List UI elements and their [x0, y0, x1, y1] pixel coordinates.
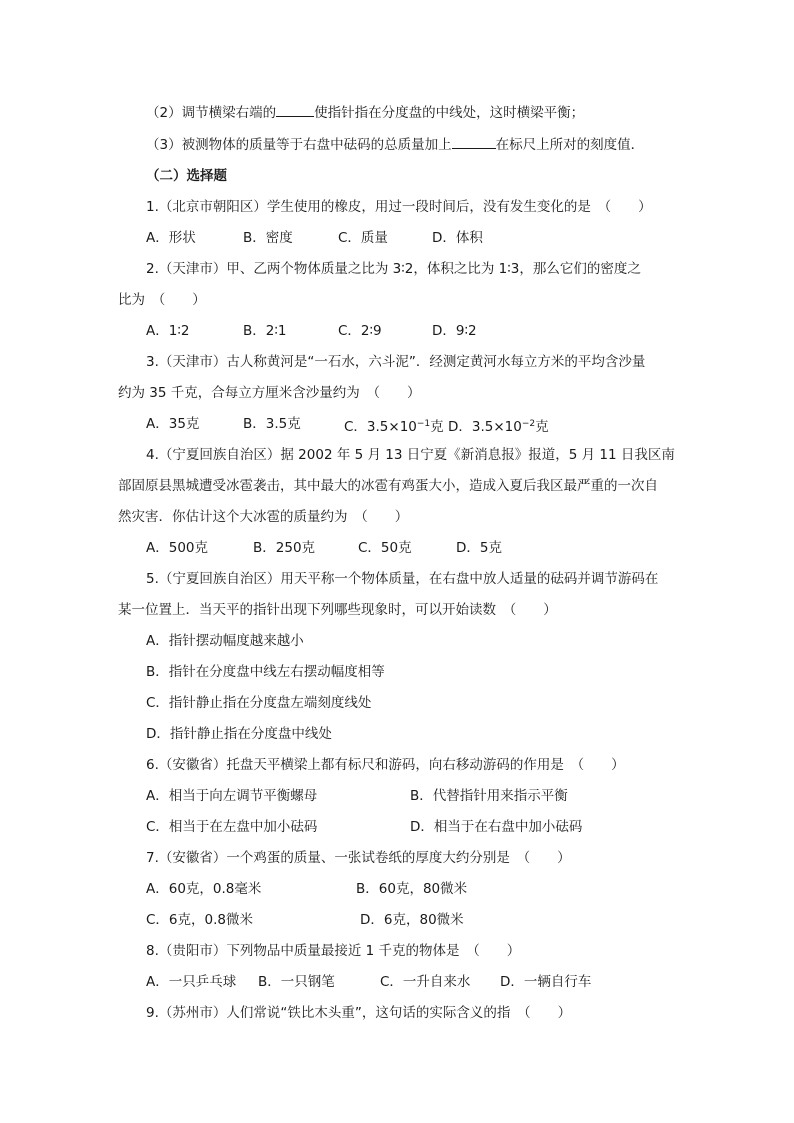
option-b: B．指针在分度盘中线左右摆动幅度相等: [146, 664, 385, 680]
option-c: C．6克，0.8微米: [146, 912, 253, 928]
question-5-stem-cont: 某一位置上．当天平的指针出现下列哪些现象时，可以开始读数 （ ）: [118, 602, 557, 618]
section-title: （二）选择题: [146, 168, 227, 184]
unit: 克: [535, 419, 549, 435]
question-4-stem: 4.（宁夏回族自治区）据 2002 年 5 月 13 日宁夏《新消息报》报道，5 月 11 日我区南: [146, 447, 675, 463]
option-c: C．一升自来水: [380, 974, 471, 990]
question-8-stem: 8.（贵阳市）下列物品中质量最接近 1 千克的物体是 （ ）: [146, 943, 521, 959]
option-a: A．35克: [146, 416, 200, 432]
option-a: A．形状: [146, 230, 196, 246]
option-a: A．500克: [146, 540, 209, 556]
option-c: C．3.5×10: [344, 419, 417, 435]
answer-blank: [276, 102, 314, 117]
option-a: A．一只乒乓球: [146, 974, 237, 990]
option-d: D．6克，80微米: [360, 912, 464, 928]
question-6-stem: 6.（安徽省）托盘天平横梁上都有标尺和游码，向右移动游码的作用是 （ ）: [146, 757, 625, 773]
option-d: 克 D．3.5×10: [430, 419, 522, 435]
question-7-stem: 7.（安徽省）一个鸡蛋的质量、一张试卷纸的厚度大约分别是 （ ）: [146, 850, 571, 866]
option-c-and-d: [344, 414, 549, 437]
answer-blank: [452, 134, 496, 149]
option-c: C．相当于在左盘中加小砝码: [146, 819, 318, 835]
option-b: B．60克，80微米: [356, 881, 468, 897]
fill-question-2: [146, 102, 584, 123]
question-4-stem-cont: 然灾害．你估计这个大冰雹的质量约为 （ ）: [118, 509, 409, 525]
option-d: D．9∶2: [432, 323, 477, 339]
fill-question-3: [146, 134, 644, 155]
question-1-stem: 1.（北京市朝阳区）学生使用的橡皮，用过一段时间后，没有发生变化的是 （ ）: [146, 199, 652, 215]
option-d: D．一辆自行车: [500, 974, 592, 990]
question-2-stem: 2.（天津市）甲、乙两个物体质量之比为 3∶2，体积之比为 1∶3，那么它们的密度之: [146, 261, 641, 277]
option-b: B．代替指针用来指示平衡: [410, 788, 568, 804]
option-c: C．质量: [338, 230, 388, 246]
option-d: D．指针静止指在分度盘中线处: [146, 726, 332, 742]
option-c: C．2∶9: [338, 323, 382, 339]
question-2-stem-cont: 比为 （ ）: [118, 292, 206, 308]
question-4-stem-cont: 部固原县黑城遭受冰雹袭击，其中最大的冰雹有鸡蛋大小，造成入夏后我区最严重的一次自: [118, 478, 658, 494]
question-text: 在标尺上所对的刻度值．: [495, 137, 645, 153]
option-b: B．3.5克: [243, 416, 301, 432]
option-a: A．60克，0.8毫米: [146, 881, 262, 897]
option-b: B．2∶1: [243, 323, 287, 339]
exponent: −1: [416, 419, 431, 429]
question-text: 使指针指在分度盘的中线处，这时横梁平衡；: [314, 105, 585, 121]
option-b: B．一只钢笔: [258, 974, 335, 990]
option-c: C．指针静止指在分度盘左端刻度线处: [146, 695, 372, 711]
option-a: A．1∶2: [146, 323, 190, 339]
option-d: D．5克: [456, 540, 502, 556]
exponent: −2: [521, 419, 536, 429]
option-b: B．密度: [243, 230, 293, 246]
question-3-stem: 3.（天津市）古人称黄河是“一石水，六斗泥”．经测定黄河水每立方米的平均含沙量: [146, 354, 646, 370]
question-text: （3）被测物体的质量等于右盘中砝码的总质量加上: [146, 137, 452, 153]
question-3-stem-cont: 约为 35 千克，合每立方厘米含沙量约为 （ ）: [118, 385, 421, 401]
option-a: A．指针摆动幅度越来越小: [146, 633, 304, 649]
option-d: D．相当于在右盘中加小砝码: [410, 819, 583, 835]
question-text: （2）调节横梁右端的: [146, 105, 277, 121]
option-d: D．体积: [432, 230, 483, 246]
option-c: C．50克: [358, 540, 412, 556]
option-a: A．相当于向左调节平衡螺母: [146, 788, 318, 804]
option-b: B．250克: [253, 540, 316, 556]
question-9-stem: 9.（苏州市）人们常说“铁比木头重”，这句话的实际含义的指 （ ）: [146, 1005, 572, 1021]
question-5-stem: 5.（宁夏回族自治区）用天平称一个物体质量，在右盘中放人适量的砝码并调节游码在: [146, 571, 659, 587]
